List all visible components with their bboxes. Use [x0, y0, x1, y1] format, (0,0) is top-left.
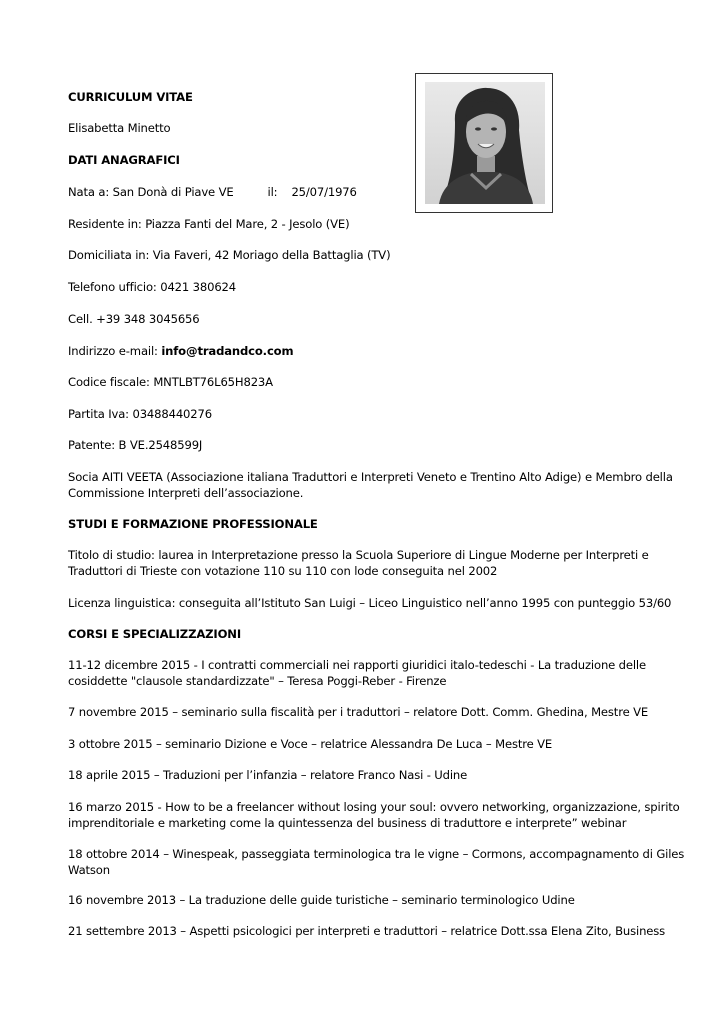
profile-photo — [425, 82, 545, 204]
birth-place-text: Nata a: San Donà di Piave VE — [68, 185, 234, 199]
course-line: 7 novembre 2015 – seminario sulla fiscalità per i traduttori – relatore Dott. Comm. Ghedina, Mestre VE — [68, 705, 649, 719]
course-line: imprenditoriale e marketing come la quintessenza del business di traduttore e interprete” webinar — [68, 816, 627, 830]
email-label: Indirizzo e-mail: — [68, 344, 158, 358]
course-line: cosiddette "clausole standardizzate" – Teresa Poggi-Reber - Firenze — [68, 674, 447, 688]
profile-photo-frame — [415, 73, 553, 213]
tax-code: Codice fiscale: MNTLBT76L65H823A — [68, 375, 273, 389]
email-line — [68, 343, 293, 359]
course-line: 18 ottobre 2014 – Winespeak, passeggiata terminologica tra le vigne – Cormons, accompagnamento di Giles — [68, 847, 685, 861]
course-line: 11-12 dicembre 2015 - I contratti commerciali nei rapporti giuridici italo-tedeschi - La traduzione delle — [68, 658, 646, 672]
residence: Residente in: Piazza Fanti del Mare, 2 - Jesolo (VE) — [68, 217, 350, 231]
mobile-phone: Cell. +39 348 3045656 — [68, 312, 200, 326]
course-line: 16 novembre 2013 – La traduzione delle guide turistiche – seminario terminologico Udine — [68, 893, 575, 907]
membership-line-2: Commissione Interpreti dell’associazione. — [68, 486, 304, 500]
school-licence: Licenza linguistica: conseguita all’Istituto San Luigi – Liceo Linguistico nell’anno 1995 con punteggio 53/60 — [68, 596, 672, 610]
course-line: 3 ottobre 2015 – seminario Dizione e Voce – relatrice Alessandra De Luca – Mestre VE — [68, 737, 553, 751]
birth-date-label: il: — [267, 185, 278, 199]
course-line: 18 aprile 2015 – Traduzioni per l’infanzia – relatore Franco Nasi - Udine — [68, 768, 468, 782]
domicile: Domiciliata in: Via Faveri, 42 Moriago della Battaglia (TV) — [68, 248, 391, 262]
membership-line-1: Socia AITI VEETA (Associazione italiana Traduttori e Interpreti Veneto e Trentino Alto Adige) e Membro della — [68, 470, 673, 484]
driving-licence: Patente: B VE.2548599J — [68, 438, 203, 452]
vat-number: Partita Iva: 03488440276 — [68, 407, 212, 421]
office-phone: Telefono ufficio: 0421 380624 — [68, 280, 237, 294]
section-heading-anagrafici: DATI ANAGRAFICI — [68, 153, 180, 167]
birth-place — [68, 184, 357, 200]
person-name: Elisabetta Minetto — [68, 121, 171, 135]
birth-date: 25/07/1976 — [291, 185, 357, 199]
course-line: Watson — [68, 863, 110, 877]
document-title: CURRICULUM VITAE — [68, 90, 193, 104]
section-heading-corsi: CORSI E SPECIALIZZAZIONI — [68, 627, 241, 641]
degree-line-1: Titolo di studio: laurea in Interpretazione presso la Scuola Superiore di Lingue Moderne per Interpreti e — [68, 548, 649, 562]
course-line: 16 marzo 2015 - How to be a freelancer without losing your soul: ovvero networking, organizzazione, spirito — [68, 800, 680, 814]
section-heading-studi: STUDI E FORMAZIONE PROFESSIONALE — [68, 517, 318, 531]
degree-line-2: Traduttori di Trieste con votazione 110 su 110 con lode conseguita nel 2002 — [68, 564, 498, 578]
email-link[interactable]: info@tradandco.com — [161, 344, 294, 358]
course-line: 21 settembre 2013 – Aspetti psicologici per interpreti e traduttori – relatrice Dott.ssa Elena Zito, Business — [68, 924, 666, 938]
